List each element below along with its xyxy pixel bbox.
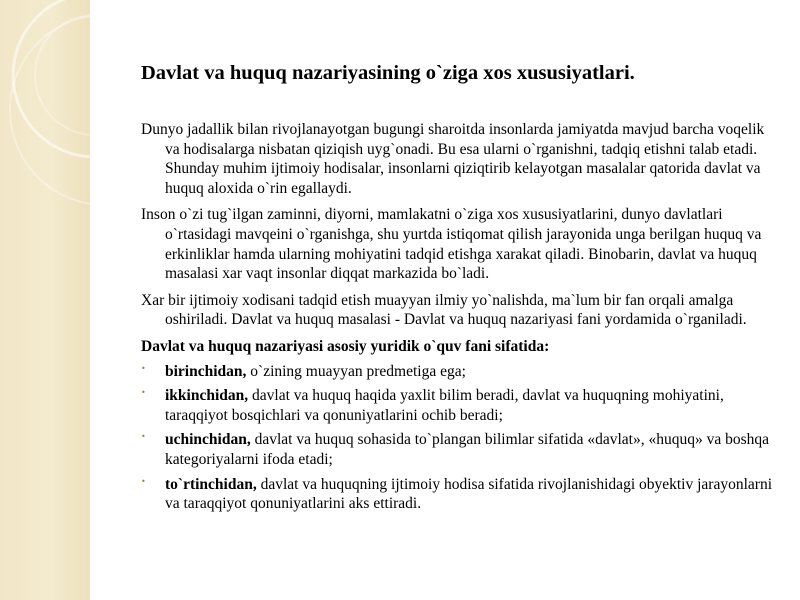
bullet-lead: birinchidan, (165, 362, 247, 380)
decorative-side-band (0, 0, 90, 600)
bullet-lead: to`rtinchidan, (165, 475, 257, 493)
list-item (141, 362, 773, 382)
paragraph: Inson o`zi tug`ilgan zaminni, diyorni, mamlakatni o`ziga xos xususiyatlarini, dunyo davlatlari o`rtasidagi mavqeini o`rganishga, shu yurtda istiqomat qilish jarayonida unga berilgan huquq va erkinliklar hamda ularning mohiyatini tadqid etishga xarakat qiladi. Binobarin, davlat va huquq masalasi xar vaqt insonlar diqqat markazida bo`ladi. (141, 206, 762, 283)
bullet-text: o`zining muayyan predmetiga ega; (246, 362, 466, 380)
slide-body (141, 120, 773, 519)
bullet-list (141, 362, 773, 514)
bullet-icon: • (141, 388, 146, 398)
bullet-text: davlat va huquq sohasida to`plangan bilimlar sifatida «davlat», «huquq» va boshqa kategoriyalarni ifoda etadi; (165, 431, 770, 468)
list-heading: Davlat va huquq nazariyasi asosiy yuridik o`quv fani sifatida: (141, 337, 550, 355)
paragraph: Dunyo jadallik bilan rivojlanayotgan bugungi sharoitda insonlarda jamiyatda mavjud barcha voqelik va hodisalarga nisbatan qiziqish uyg`onadi. Bu esa ularni o`rganishni, tadqiq etishni talab etadi. Shunday muhim ijtimoiy hodisalar, insonlarni qiziqtirib kelayotgan masalalar qatorida davlat va huquq aloxida o`rin egallaydi. (141, 121, 765, 197)
list-item (141, 475, 773, 514)
bullet-text: davlat va huquqning ijtimoiy hodisa sifatida rivojlanishidagi obyektiv jarayonlarni va taraqqiyot qonuniyatlarini aks ettiradi. (165, 475, 772, 513)
slide-title: Davlat va huquq nazariyasining o`ziga xos xususiyatlari. (141, 62, 635, 84)
bullet-icon: • (141, 432, 146, 442)
bullet-lead: ikkinchidan, (165, 387, 249, 405)
decorative-arcs (0, 0, 90, 600)
paragraph: Xar bir ijtimoiy xodisani tadqid etish muayyan ilmiy yo`nalishda, ma`lum bir fan orqali amalga oshiriladi. Davlat va huquq masalasi - Davlat va huquq nazariyasi fani yordamida o`rganiladi. (141, 291, 747, 329)
list-item (141, 430, 773, 469)
bullet-icon: • (141, 363, 146, 373)
list-item (141, 386, 773, 425)
bullet-text: davlat va huquq haqida yaxlit bilim beradi, davlat va huquqning mohiyatini, taraqqiyot bosqichlari va qonuniyatlarini ochib beradi; (165, 387, 724, 424)
bullet-lead: uchinchidan, (165, 431, 251, 449)
bullet-icon: • (141, 476, 146, 486)
